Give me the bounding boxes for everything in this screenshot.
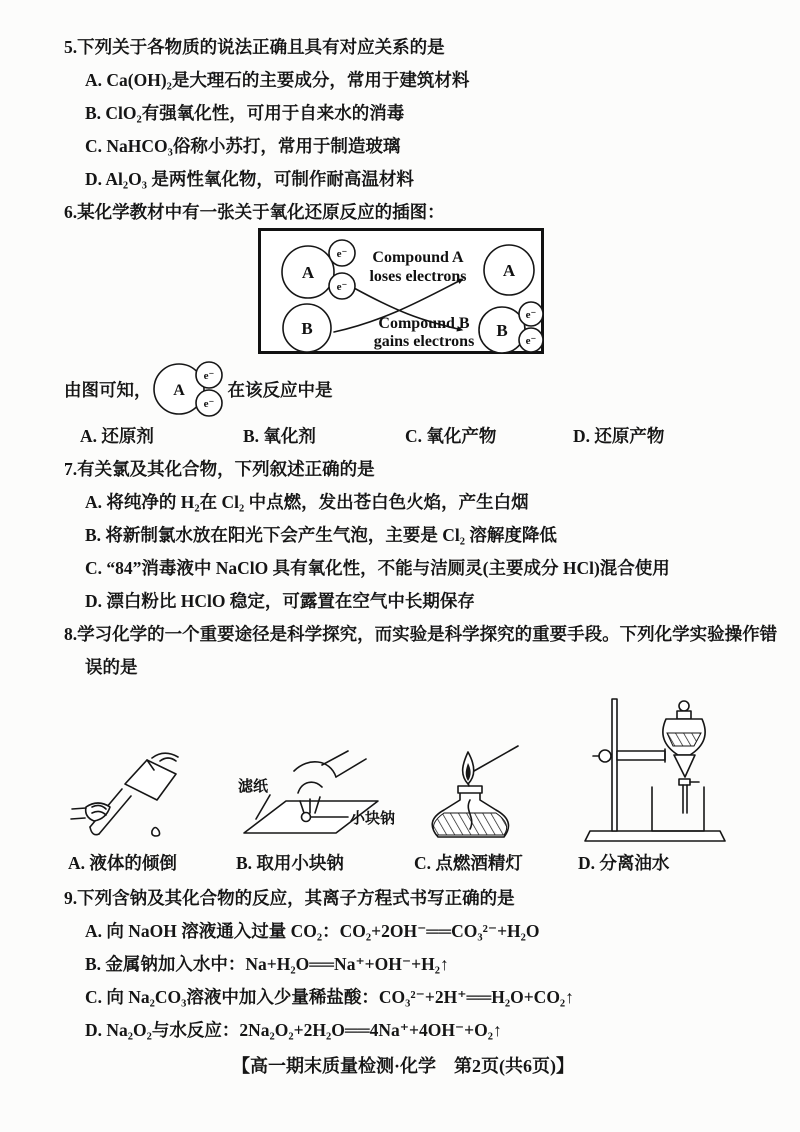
separating-funnel-icon xyxy=(578,691,733,849)
compound-a-with-electrons-inline xyxy=(152,360,228,418)
question-5 xyxy=(64,30,766,195)
figure-label: D. 分离油水 xyxy=(578,852,670,873)
question-stem: 6.某化学教材中有一张关于氧化还原反应的插图： xyxy=(64,202,445,222)
q6-caption-row xyxy=(64,360,766,418)
filter-paper-label: 滤纸 xyxy=(238,779,269,795)
figure-label: B. 取用小块钠 xyxy=(236,852,344,873)
q6-options-row xyxy=(64,418,766,452)
question-stem: 5.下列关于各物质的说法正确且具有对应关系的是 xyxy=(64,37,445,57)
question-9 xyxy=(64,881,766,1046)
figure-separating-funnel xyxy=(578,691,733,875)
lab-figures-row xyxy=(68,691,766,875)
electron-label: e⁻ xyxy=(525,335,537,347)
caption-text: Compound A xyxy=(372,249,464,266)
electron-label: e⁻ xyxy=(203,370,214,382)
caption-text: loses electrons xyxy=(369,268,467,285)
caption-prefix: 由图可知， xyxy=(64,379,152,400)
electron-label: e⁻ xyxy=(203,398,214,410)
alcohol-lamp-icon xyxy=(414,737,532,849)
taking-sodium-icon xyxy=(236,749,404,849)
caption-suffix: 在该反应中是 xyxy=(227,379,333,400)
figure-pouring-liquid xyxy=(68,749,236,875)
option-line: D. Na₂O₂与水反应：2Na₂O₂+2H₂O══4Na⁺+4OH⁻+O₂↑ xyxy=(85,1020,502,1040)
option-line: A. 还原剂 xyxy=(80,425,154,446)
redox-diagram xyxy=(258,228,544,354)
option-line: D. Al₂O₃ 是两性氧化物，可制作耐高温材料 xyxy=(85,169,414,189)
option-line: A. Ca(OH)₂是大理石的主要成分，常用于建筑材料 xyxy=(85,70,470,90)
caption-text: gains electrons xyxy=(373,333,475,350)
page-footer: 【高一期末质量检测·化学 第2页(共6页)】 xyxy=(232,1056,574,1076)
option-line: C. “84”消毒液中 NaClO 具有氧化性，不能与洁厕灵(主要成分 HCl)混合使用 xyxy=(85,558,670,578)
question-7 xyxy=(64,452,766,617)
compound-a-label: A xyxy=(502,261,516,280)
option-line: D. 漂白粉比 HClO 稳定，可露置在空气中长期保存 xyxy=(85,591,475,611)
option-line: D. 还原产物 xyxy=(573,425,665,446)
option-line: B. ClO₂有强氧化性，可用于自来水的消毒 xyxy=(85,103,405,123)
figure-label: C. 点燃酒精灯 xyxy=(414,852,523,873)
compound-b-label: B xyxy=(301,319,313,338)
option-line: C. 向 Na₂CO₃溶液中加入少量稀盐酸：CO₃²⁻+2H⁺══H₂O+CO₂↑ xyxy=(85,987,574,1007)
figure-lighting-lamp xyxy=(414,737,578,875)
question-6 xyxy=(64,195,766,452)
option-line: C. NaHCO₃俗称小苏打，常用于制造玻璃 xyxy=(85,136,401,156)
electron-label: e⁻ xyxy=(525,309,537,321)
caption-text: Compound B xyxy=(378,315,470,332)
compound-b-label: B xyxy=(496,321,508,340)
option-line: A. 向 NaOH 溶液通入过量 CO₂：CO₂+2OH⁻══CO₃²⁻+H₂O xyxy=(85,921,540,941)
compound-a-label: A xyxy=(172,382,185,399)
option-line: B. 氧化剂 xyxy=(243,425,316,446)
option-line: C. 氧化产物 xyxy=(405,425,497,446)
figure-label: A. 液体的倾倒 xyxy=(68,852,177,873)
option-line: B. 将新制氯水放在阳光下会产生气泡，主要是 Cl₂ 溶解度降低 xyxy=(85,525,557,545)
option-line: B. 金属钠加入水中：Na+H₂O══Na⁺+OH⁻+H₂↑ xyxy=(85,954,449,974)
question-stem-cont: 误的是 xyxy=(85,657,138,677)
pouring-liquid-icon xyxy=(68,749,200,849)
electron-label: e⁻ xyxy=(336,248,348,260)
question-stem: 9.下列含钠及其化合物的反应，其离子方程式书写正确的是 xyxy=(64,888,515,908)
question-stem: 8.学习化学的一个重要途径是科学探究，而实验是科学探究的重要手段。下列化学实验操作错 xyxy=(64,624,778,644)
sodium-label: 小块钠 xyxy=(350,811,396,827)
electron-label: e⁻ xyxy=(336,281,348,293)
figure-taking-sodium xyxy=(236,749,414,875)
question-8 xyxy=(64,617,778,875)
question-stem: 7.有关氯及其化合物，下列叙述正确的是 xyxy=(64,459,375,479)
compound-a-label: A xyxy=(301,263,315,282)
option-line: A. 将纯净的 H₂在 Cl₂ 中点燃，发出苍白色火焰，产生白烟 xyxy=(85,492,529,512)
redox-illustration xyxy=(258,228,766,354)
